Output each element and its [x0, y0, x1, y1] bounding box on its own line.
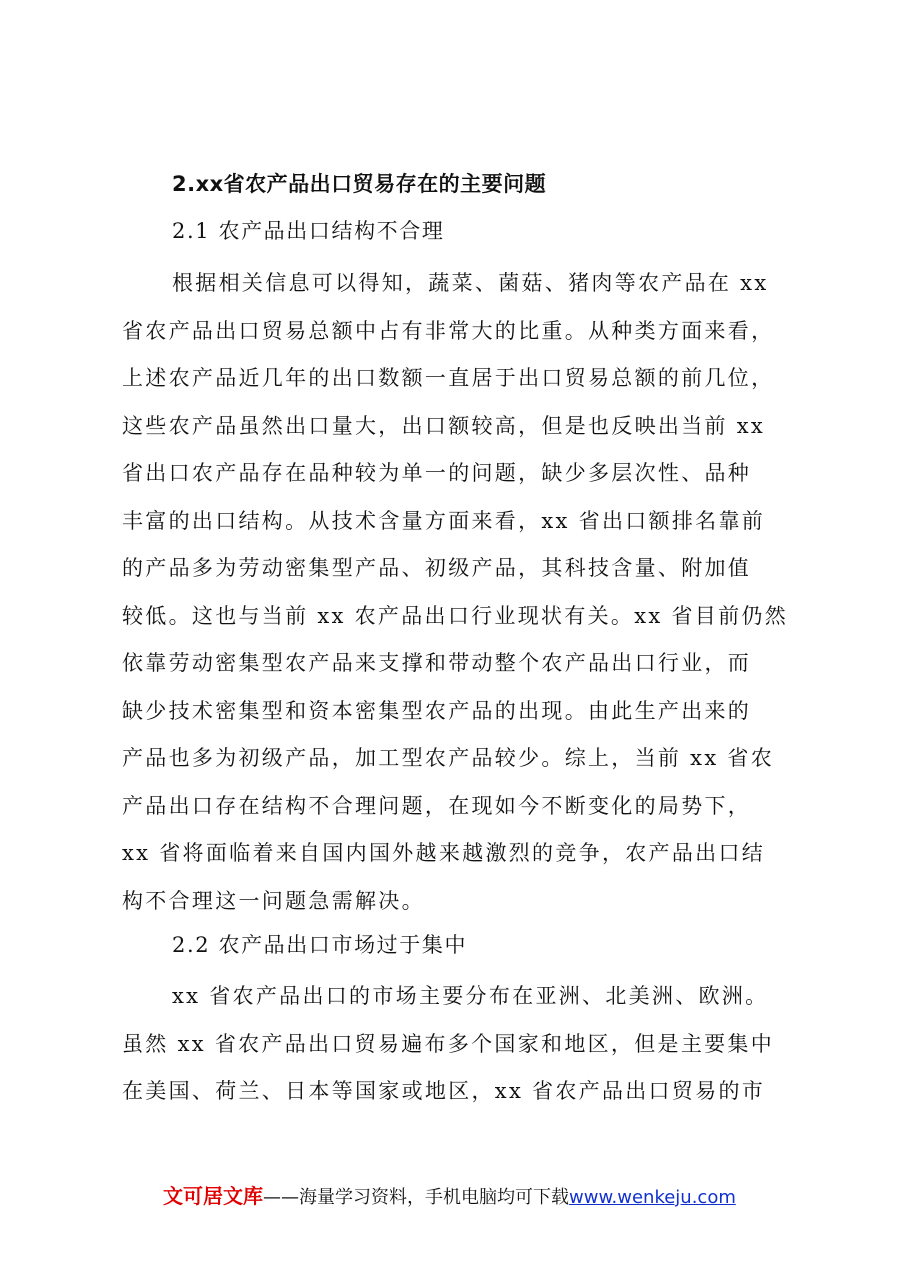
footer-brand: 文可居文库 [163, 1184, 263, 1208]
text-line: xx 省农产品出口的市场主要分布在亚洲、北美洲、欧洲。 [172, 984, 769, 1008]
subsection-title-2-2: 2.2 农产品出口市场过于集中 [172, 933, 468, 957]
text-line: 依靠劳动密集型农产品来支撑和带动整个农产品出口行业，而 [122, 651, 752, 675]
paragraph-2-1 [122, 263, 802, 928]
text-line: 虽然 xx 省农产品出口贸易遍布多个国家和地区，但是主要集中 [122, 1031, 775, 1056]
text-line: 省农产品出口贸易总额中占有非常大的比重。从种类方面来看， [122, 318, 775, 343]
text-line: 产品出口存在结构不合理问题，在现如今不断变化的局势下， [122, 793, 752, 818]
text-line: 这些农产品虽然出口量大，出口额较高，但是也反映出当前 xx [122, 413, 766, 438]
footer-banner [163, 1181, 736, 1213]
text-line: 较低。这也与当前 xx 农产品出口行业现状有关。xx 省目前仍然 [122, 603, 788, 628]
subsection-title-2-1: 2.1 农产品出口结构不合理 [172, 219, 445, 243]
section-heading: 2.xx省农产品出口贸易存在的主要问题 [172, 172, 547, 196]
footer-website-link[interactable]: www.wenkeju.com [569, 1187, 736, 1208]
paragraph-2-2 [122, 976, 802, 1119]
text-line: 构不合理这一问题急需解决。 [122, 888, 425, 913]
footer-tagline: ——海量学习资料，手机电脑均可下载 [263, 1187, 569, 1208]
text-line: xx 省将面临着来自国内国外越来越激烈的竞争，农产品出口结 [122, 841, 766, 865]
text-line: 缺少技术密集型和资本密集型农产品的出现。由此生产出来的 [122, 698, 752, 723]
text-line: 丰富的出口结构。从技术含量方面来看，xx 省出口额排名靠前 [122, 508, 766, 533]
text-line: 产品也多为初级产品，加工型农产品较少。综上，当前 xx 省农 [122, 746, 775, 770]
text-line: 的产品多为劳动密集型产品、初级产品，其科技含量、附加值 [122, 556, 752, 580]
text-line: 省出口农产品存在品种较为单一的问题，缺少多层次性、品种 [122, 461, 752, 485]
text-line: 在美国、荷兰、日本等国家或地区，xx 省农产品出口贸易的市 [122, 1079, 766, 1103]
text-line: 根据相关信息可以得知，蔬菜、菌菇、猪肉等农产品在 xx [172, 271, 769, 295]
text-line: 上述农产品近几年的出口数额一直居于出口贸易总额的前几位， [122, 366, 775, 390]
